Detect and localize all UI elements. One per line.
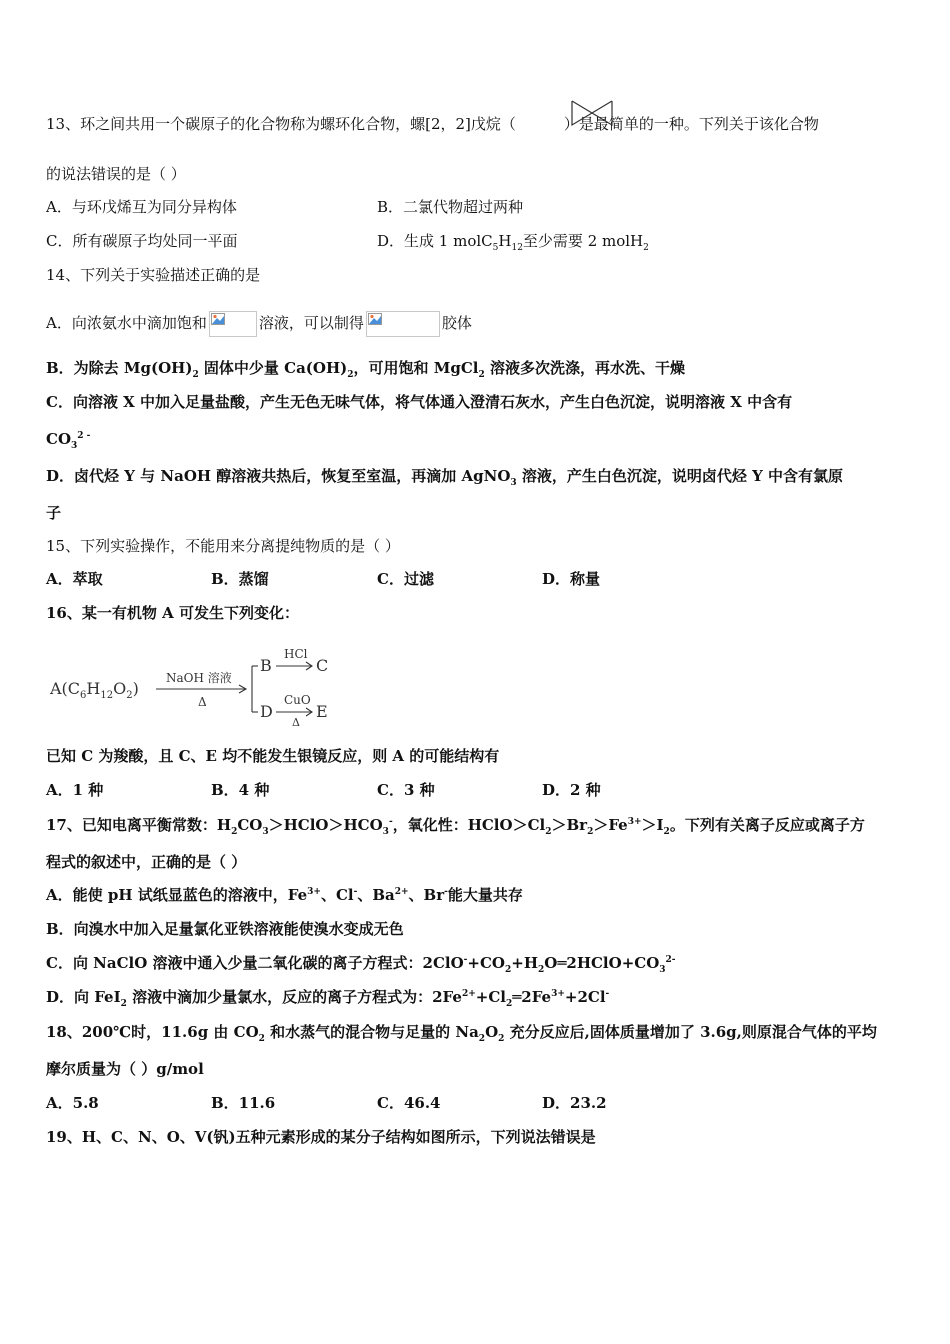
- q18-option-d: D．23.2: [542, 1094, 607, 1112]
- q14-option-d-line1: D．卤代烃 Y 与 NaOH 醇溶液共热后，恢复至室温，再滴加 AgNO$_3$ 溶液，产生白色沉淀，说明卤代烃 Y 中含有氯原: [46, 467, 844, 488]
- q13-option-d: D．生成 1 $molC_5H_{12}$至少需要 2 molH$_2$: [377, 232, 649, 253]
- q14-option-d-line2: 子: [46, 504, 62, 522]
- q16-stem: 16、某一有机物 A 可发生下列变化：: [46, 604, 299, 622]
- q18-option-a: A．5.8: [46, 1094, 99, 1112]
- broken-image-icon: [366, 311, 440, 337]
- q18-option-b: B．11.6: [211, 1094, 276, 1112]
- scheme-compound-e: E: [316, 702, 328, 721]
- scheme-compound-d: D: [260, 702, 273, 721]
- scheme-compound-b: B: [260, 656, 272, 675]
- q17-option-a: A．能使 pH 试纸显蓝色的溶液中，$Fe^{3+}$、Cl-、$Ba^{2+}$、Br-能大量共存: [46, 886, 523, 904]
- q17-option-b: B．向溴水中加入足量氯化亚铁溶液能使溴水变成无色: [46, 920, 404, 938]
- q18-stem-line1: 18、200℃时，11.6g 由 $CO_2$ 和水蒸气的混合物与足量的 $Na_2O_2$ 充分反应后,固体质量增加了 3.6g,则原混合气体的平均: [46, 1023, 877, 1044]
- q16-option-b: B．4 种: [211, 781, 270, 799]
- spiropentane-structure-image: [570, 99, 614, 127]
- scheme-heat-2: Δ: [292, 716, 300, 728]
- q18-stem-line2: 摩尔质量为（ ）g/mol: [46, 1060, 204, 1078]
- q14-option-c-line2: $CO_3^{2 -}$: [46, 430, 91, 451]
- q16-known: 已知 C 为羧酸，且 C、E 均不能发生银镜反应，则 A 的可能结构有: [46, 747, 500, 765]
- scheme-reagent-naoh: NaOH 溶液: [166, 671, 232, 685]
- q15-stem: 15、下列实验操作，不能用来分离提纯物质的是（ ）: [46, 537, 400, 555]
- q14-option-b: B．为除去 $Mg(OH)_2$ 固体中少量 $Ca(OH)_2$，可用饱和 MgCl$_2$ 溶液多次洗涤，再水洗、干燥: [46, 359, 685, 380]
- scheme-heat-1: Δ: [198, 695, 207, 709]
- q14-stem: 14、下列关于实验描述正确的是: [46, 266, 261, 284]
- q17-stem-line2: 程式的叙述中，正确的是（ ）: [46, 853, 247, 871]
- scheme-reagent-hcl: HCl: [284, 647, 308, 661]
- q19-stem: 19、H、C、N、O、V(钒)五种元素形成的某分子结构如图所示，下列说法错误是: [46, 1128, 596, 1146]
- broken-image-icon: [209, 311, 257, 337]
- q15-option-a: A．萃取: [46, 570, 103, 588]
- q15-option-b: B．蒸馏: [211, 570, 269, 588]
- q17-option-d: D．向 FeI$_2$ 溶液中滴加少量氯水，反应的离子方程式为：$2Fe^{2+}+Cl_2═2Fe^{3+}+2Cl^-$: [46, 988, 610, 1009]
- q14-option-c-line1: C．向溶液 X 中加入足量盐酸，产生无色无味气体，将气体通入澄清石灰水，产生白色沉淀，说明溶液 X 中含有: [46, 393, 793, 411]
- scheme-reagent-cuo: CuO: [284, 693, 311, 707]
- q16-option-a: A．1 种: [46, 781, 104, 799]
- q17-stem-line1: 17、已知电离平衡常数：$H_2CO_3>HClO>HCO_3^-$，氧化性：$HClO>Cl_2>Br_2>Fe^{3+}>I_2$。下列有关离子反应或离子方: [46, 816, 865, 837]
- q13-stem-line1: 13、环之间共用一个碳原子的化合物称为螺环化合物，螺[2，2]戊烷（ ）是最简单的一种。下列关于该化合物: [46, 115, 819, 133]
- q15-option-d: D．称量: [542, 570, 601, 588]
- q13-option-b: B．二氯代物超过两种: [377, 198, 524, 216]
- reaction-scheme-diagram: [48, 640, 338, 728]
- q16-option-c: C．3 种: [377, 781, 435, 799]
- q13-option-a: A．与环戊烯互为同分异构体: [46, 198, 237, 216]
- q13-option-c: C．所有碳原子均处同一平面: [46, 232, 238, 250]
- q13-stem-line2: 的说法错误的是（ ）: [46, 165, 186, 183]
- scheme-start-compound: $A(C_6H_{12}O_2)$: [50, 679, 139, 701]
- q14-option-a: A．向浓氨水中滴加饱和 溶液，可以制得 胶体: [46, 311, 472, 337]
- q17-option-c: C．向 NaClO 溶液中通入少量二氧化碳的离子方程式：$2ClO^-+CO_2+H_2O═2HClO+CO_3^{2-}$: [46, 954, 676, 975]
- q16-option-d: D．2 种: [542, 781, 601, 799]
- q15-option-c: C．过滤: [377, 570, 434, 588]
- scheme-compound-c: C: [316, 656, 329, 675]
- q18-option-c: C．46.4: [377, 1094, 441, 1112]
